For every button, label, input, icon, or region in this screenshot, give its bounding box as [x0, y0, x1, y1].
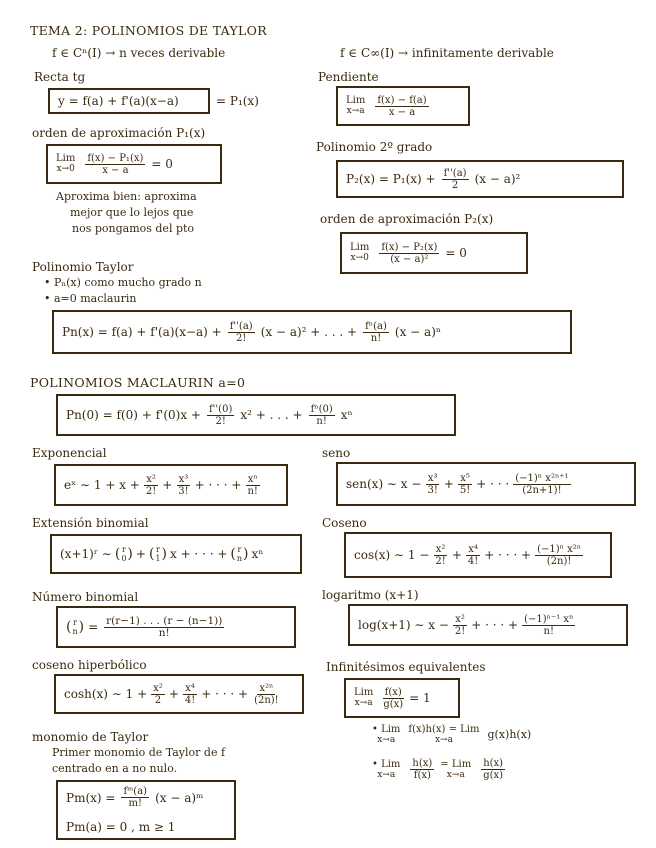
monomio-box	[56, 780, 236, 840]
taylor-box	[52, 310, 572, 354]
orden2-fraction: $\frac{\text{f(x) − P₂(x)}}{\text{(x − a)²}}$	[381, 241, 438, 265]
recta-p1: = P₁(x)	[216, 94, 259, 108]
logaritmo-heading: logaritmo (x+1)	[322, 588, 419, 602]
exponencial-fraction-1: $\frac{\text{x²}}{2!}$	[145, 473, 157, 497]
poli2-fraction: $\frac{f''(a)}{2}$	[443, 167, 467, 191]
orden1-fraction: $\frac{\text{f(x) − P₁(x)}}{x - a}$	[87, 152, 144, 176]
taylor-fraction-2: $\frac{\text{fⁿ(a)}}{n!}$	[365, 320, 387, 344]
orden1-note-3: nos pongamos del pto	[72, 222, 195, 235]
recta-box	[48, 88, 210, 114]
cosh-fraction-n: $\frac{\text{x²ⁿ}}{(2n)!}$	[254, 682, 279, 706]
numero-binomial-fraction: $\frac{r(r-1) . . . (r - (n-1))}{n!}$	[106, 614, 223, 639]
binomial-ext-plus: +	[135, 547, 146, 561]
seno-dots: + · · ·	[476, 477, 510, 491]
taylor-bullet-2: • a=0 maclaurin	[44, 292, 137, 305]
cosh-fraction-1: $\frac{\text{x²}}{2}$	[153, 682, 163, 706]
poli2-right: (x − a)²	[474, 172, 521, 186]
poli2-heading: Polinomio 2º grado	[316, 140, 433, 154]
infinitesimos-rule-1: • Lim x→a f(x)h(x) = Lim x→a g(x)h(x)	[372, 724, 532, 745]
maclaurin-box	[56, 394, 456, 436]
orden1-note-1: Aproxima bien: aproxima	[56, 190, 197, 203]
pendiente-heading: Pendiente	[318, 70, 379, 84]
seno-fraction-n: (−1)ⁿ x²ⁿ⁺¹ (2n+1)!	[515, 472, 569, 496]
logaritmo-fraction-n: $\frac{\text{(−1)ⁿ⁻¹ xⁿ}}{n!}$	[524, 613, 574, 637]
cosh-box	[54, 674, 304, 714]
monomio-note-2: centrado en a no nulo.	[52, 762, 178, 775]
exponencial-start: eˣ ∼ 1 + x +	[64, 478, 140, 492]
taylor-part-2: (x − a)² + . . . +	[260, 325, 358, 339]
coseno-fraction-1: $\frac{\text{x²}}{2!}$	[435, 543, 446, 567]
orden2-limit: Lim x→0	[350, 242, 370, 263]
maclaurin-part-2: x² + . . . +	[240, 408, 303, 422]
cinf-definition: f ∈ C∞(I) → infinitamente derivable	[340, 46, 554, 60]
coseno-dots: + · · · +	[484, 548, 532, 562]
monomio-condition: Pm(a) = 0 , m ≥ 1	[66, 820, 176, 834]
maclaurin-fraction-2: $\frac{\text{fⁿ(0)}}{n!}$	[310, 403, 333, 427]
exponencial-plus: +	[162, 478, 173, 492]
exponencial-heading: Exponencial	[32, 446, 107, 460]
coseno-fraction-2: $\frac{\text{x⁴}}{4!}$	[467, 543, 479, 567]
numero-binomial-box	[56, 606, 296, 648]
cn-definition: f ∈ Cⁿ(I) → n veces derivable	[52, 46, 226, 60]
binomial-ext-start: (x+1)ʳ ∼	[60, 547, 112, 561]
monomio-formula: Pm(x) = $\frac{\text{fᵐ(a)}}{m!}$ (x − a)ᵐ	[66, 786, 204, 809]
seno-box	[336, 462, 636, 506]
binomial-coef-0: ( r 0 )	[114, 545, 133, 563]
cosh-heading: coseno hiperbólico	[32, 658, 147, 672]
orden1-note-2: mejor que lo lejos que	[70, 206, 194, 219]
taylor-heading: Polinomio Taylor	[32, 260, 134, 274]
binomial-ext-heading: Extensión binomial	[32, 516, 149, 530]
orden1-limit: Lim x→0	[56, 153, 76, 174]
orden1-equals: = 0	[151, 157, 173, 171]
coseno-start: cos(x) ∼ 1 −	[354, 548, 430, 562]
numero-binomial-equals: =	[88, 620, 99, 634]
maclaurin-fraction-1: $\frac{f''(0)}{2!}$	[208, 403, 233, 427]
taylor-part-1: Pn(x) = f(a) + f'(a)(x−a) +	[62, 325, 222, 339]
infinitesimos-box	[344, 678, 460, 718]
poli2-left: P₂(x) = P₁(x) +	[346, 172, 436, 186]
poli2-box	[336, 160, 624, 198]
monomio-note-1: Primer monomio de Taylor de f	[52, 746, 226, 759]
pendiente-limit: Lim x→a	[346, 95, 366, 116]
binomial-ext-end: xⁿ	[251, 547, 264, 561]
page-title: TEMA 2: POLINOMIOS DE TAYLOR	[30, 23, 267, 38]
taylor-fraction-1: $\frac{f''(a)}{2!}$	[229, 320, 253, 344]
cosh-dots: + · · · +	[201, 687, 249, 701]
orden2-equals: = 0	[445, 246, 467, 260]
maclaurin-part-3: xⁿ	[340, 408, 353, 422]
seno-fraction-1: $\frac{\text{x³}}{3!}$	[427, 472, 438, 496]
logaritmo-box	[348, 604, 628, 646]
cosh-plus: +	[168, 687, 179, 701]
logaritmo-dots: + · · · +	[471, 618, 519, 632]
coseno-plus: +	[451, 548, 462, 562]
coseno-fraction-n: $\frac{\text{(−1)ⁿ x²ⁿ}}{(2n)!}$	[537, 543, 582, 567]
infinitesimos-heading: Infinitésimos equivalentes	[326, 660, 486, 674]
taylor-part-3: (x − a)ⁿ	[394, 325, 442, 339]
orden1-box	[46, 144, 222, 184]
numero-binomial-heading: Número binomial	[32, 590, 139, 604]
seno-fraction-2: $\frac{\text{x⁵}}{5!}$	[459, 472, 471, 496]
logaritmo-fraction-1: $\frac{\text{x²}}{2!}$	[454, 613, 466, 637]
cosh-fraction-2: $\frac{\text{x⁴}}{4!}$	[184, 682, 196, 706]
seno-start: sen(x) ∼ x −	[346, 477, 422, 491]
seno-plus: +	[443, 477, 454, 491]
orden2-box	[340, 232, 528, 274]
binomial-coef-1: ( r 1 )	[148, 545, 167, 563]
exponencial-fraction-n: $\frac{\text{xⁿ}}{n!}$	[247, 473, 258, 497]
seno-heading: seno	[322, 446, 351, 460]
recta-heading: Recta tg	[34, 70, 86, 84]
exponencial-fraction-2: $\frac{\text{x³}}{3!}$	[178, 473, 189, 497]
exponencial-box	[54, 464, 288, 506]
maclaurin-part-1: Pn(0) = f(0) + f'(0)x +	[66, 408, 201, 422]
logaritmo-start: log(x+1) ∼ x −	[358, 618, 449, 632]
pendiente-box	[336, 86, 470, 126]
pendiente-fraction: f(x) − f(a) x − a	[377, 94, 427, 118]
infinitesimos-fraction: $\frac{f(x)}{g(x)}$	[383, 686, 404, 710]
coseno-box	[344, 532, 612, 578]
binomial-coef-n: ( r n )	[230, 545, 249, 563]
infinitesimos-equals: = 1	[409, 691, 431, 705]
recta-formula: y = f(a) + f'(a)(x−a)	[58, 94, 179, 108]
maclaurin-heading: POLINOMIOS MACLAURIN a=0	[30, 375, 246, 390]
numero-binomial-coef: ( r n )	[66, 618, 85, 636]
orden1-heading: orden de aproximación P₁(x)	[32, 126, 206, 140]
coseno-heading: Coseno	[322, 516, 367, 530]
binomial-ext-box	[50, 534, 302, 574]
infinitesimos-limit: Lim x→a	[354, 687, 374, 708]
taylor-bullet-1: • Pₙ(x) como mucho grado n	[44, 276, 202, 289]
monomio-heading: monomio de Taylor	[32, 730, 149, 744]
binomial-ext-mid: x + · · · +	[169, 547, 228, 561]
infinitesimos-rule-2: • Lim x→a $\frac{h(x)}{f(x)}$ = Lim x→a h(x) g(x)	[372, 758, 504, 781]
cosh-start: cosh(x) ∼ 1 +	[64, 687, 148, 701]
exponencial-dots: + · · · +	[194, 478, 242, 492]
orden2-heading: orden de aproximación P₂(x)	[320, 212, 494, 226]
